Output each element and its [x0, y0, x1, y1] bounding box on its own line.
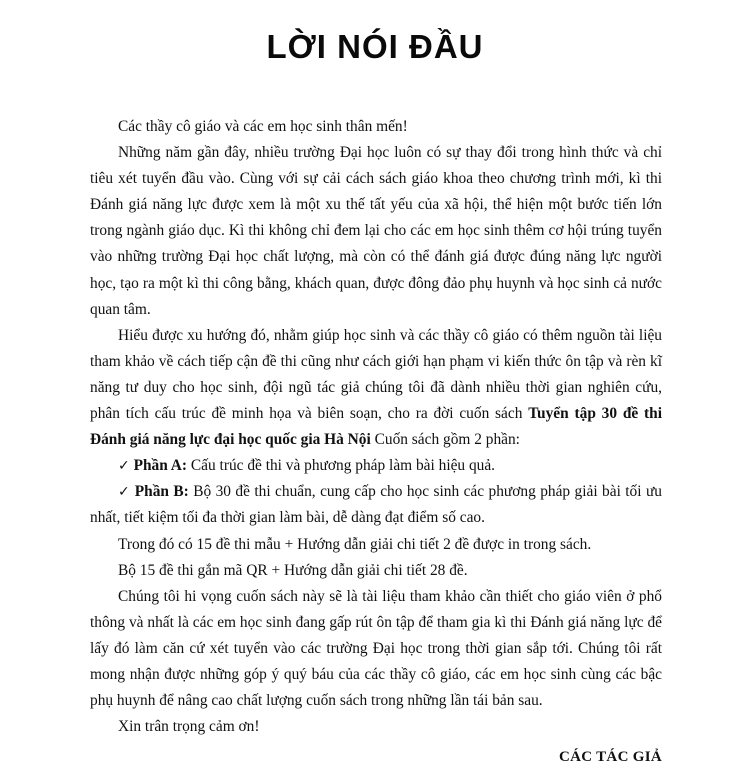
paragraph-2-end: Cuốn sách gồm 2 phần: [370, 431, 520, 449]
greeting-paragraph: Các thầy cô giáo và các em học sinh thân mến! [118, 118, 408, 135]
paragraph-2 [90, 323, 662, 453]
book-title: Tuyển tập 30 đề thi Đánh giá năng lực đại học quốc gia Hà Nội [90, 405, 662, 449]
part-a-text: Cấu trúc đề thi và phương pháp làm bài hiệu quả. [187, 457, 496, 475]
preface-body [90, 114, 662, 770]
closing-line: Xin trân trọng cảm ơn! [118, 718, 260, 736]
part-a-item [90, 453, 662, 479]
paragraph-5: Chúng tôi hi vọng cuốn sách này sẽ là tài liệu tham khảo cần thiết cho giáo viên ở phổ thông và nhất là các em học sinh đang gấp rút ôn tập để tham gia kì thi Đánh giá năng lực để lấy đó làm căn cứ xét tuyển vào các trường Đại học trong thời gian sắp tới. Chúng tôi rất mong nhận được những góp ý quý báu của các thầy cô giáo, các em học sinh cùng các bậc phụ huynh để nâng cao chất lượng cuốn sách trong những lần tái bản sau. [90, 587, 662, 710]
part-a-label: Phần A: [133, 457, 188, 475]
part-b-item [90, 479, 662, 531]
checkmark-icon: ✓ [118, 458, 130, 475]
paragraph-4: Bộ 15 đề thi gắn mã QR + Hướng dẫn giải chi tiết 28 đề. [118, 561, 468, 579]
checkmark-icon: ✓ [118, 484, 131, 501]
paragraph-2-start: Hiểu được xu hướng đó, nhằm giúp học sinh và các thầy cô giáo có thêm nguồn tài liệu tham khảo về cách tiếp cận đề thi cũng như cách giới hạn phạm vi kiến thức ôn tập và rèn kĩ năng tư duy cho học sinh, đội ngũ tác giả chúng tôi đã dành nhiều thời gian nghiên cứu, phân tích cấu trúc đề minh họa và biên soạn, cho ra đời cuốn sách [90, 326, 662, 423]
part-b-text: Bộ 30 đề thi chuẩn, cung cấp cho học sinh các phương pháp giải bài tối ưu nhất, tiết kiệm tối đa thời gian làm bài, dễ dàng đạt điểm số cao. [90, 483, 662, 527]
paragraph-3: Trong đó có 15 đề thi mẫu + Hướng dẫn giải chi tiết 2 đề được in trong sách. [118, 535, 592, 553]
paragraph-1: Những năm gần đây, nhiều trường Đại học luôn có sự thay đổi trong hình thức và chỉ tiêu xét tuyển đầu vào. Cùng với sự cải cách sách giáo khoa theo chương trình mới, kì thi Đánh giá năng lực được xem là một xu thế tất yếu của xã hội, thể hiện một bước tiến lớn trong ngành giáo dục. Kì thi không chỉ đem lại cho các em học sinh thêm cơ hội trúng tuyển vào những trường Đại học chất lượng, mà còn có thể đánh giá được đúng năng lực người học, tạo ra một kì thi công bằng, khách quan, được đông đảo phụ huynh và học sinh cả nước quan tâm. [90, 144, 662, 318]
page-title: LỜI NÓI ĐẦU [266, 28, 484, 65]
signature: CÁC TÁC GIẢ [558, 749, 662, 766]
part-b-label: Phần B: [134, 483, 189, 501]
